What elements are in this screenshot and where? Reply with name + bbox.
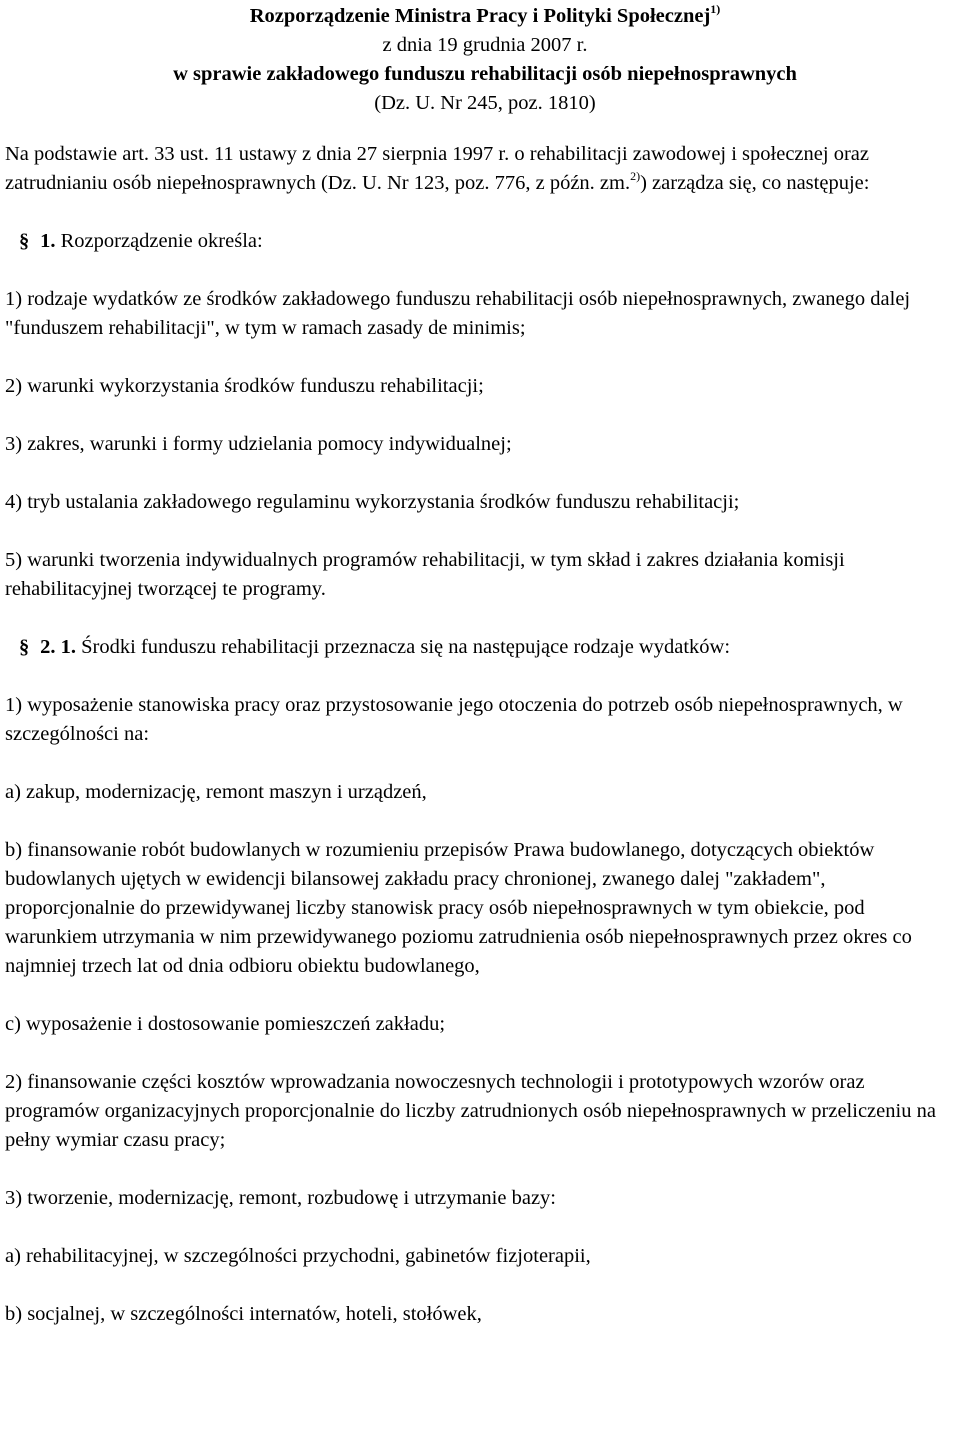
document: [5, 2, 945, 1329]
section-symbol: §: [19, 636, 30, 658]
preamble-footnote-marker: 2): [630, 169, 641, 183]
section-1-heading: [5, 227, 945, 256]
section-2-item: b) socjalnej, w szczególności internatów, hoteli, stołówek,: [5, 1303, 482, 1325]
section-1-item: 5) warunki tworzenia indywidualnych programów rehabilitacji, w tym skład i zakres działania komisji rehabilitacyjnej tworzącej te programy.: [5, 549, 845, 600]
section-2-item: a) rehabilitacyjnej, w szczególności przychodni, gabinetów fizjoterapii,: [5, 1245, 591, 1267]
section-2-heading: [5, 633, 945, 662]
regulation-source: (Dz. U. Nr 245, poz. 1810): [374, 92, 596, 114]
section-2-item: a) zakup, modernizację, remont maszyn i urządzeń,: [5, 781, 427, 803]
section-number: 1.: [40, 230, 56, 252]
document-header: [5, 2, 945, 118]
section-1-item: 4) tryb ustalania zakładowego regulaminu wykorzystania środków funduszu rehabilitacji;: [5, 491, 740, 513]
section-number: 2. 1.: [40, 636, 76, 658]
section-1-item: 2) warunki wykorzystania środków funduszu rehabilitacji;: [5, 375, 484, 397]
section-2-item: 1) wyposażenie stanowiska pracy oraz przystosowanie jego otoczenia do potrzeb osób niepełnosprawnych, w szczególności na:: [5, 694, 903, 745]
section-intro: Środki funduszu rehabilitacji przeznacza się na następujące rodzaje wydatków:: [81, 636, 731, 658]
section-1-item: 3) zakres, warunki i formy udzielania pomocy indywidualnej;: [5, 433, 512, 455]
title-footnote-marker: 1): [710, 2, 721, 16]
section-2-item: c) wyposażenie i dostosowanie pomieszczeń zakładu;: [5, 1013, 446, 1035]
section-2-item: 2) finansowanie części kosztów wprowadzania nowoczesnych technologii i prototypowych wzorów oraz programów organizacyjnych proporcjonalnie do liczby zatrudnionych osób niepełnosprawnych w przeliczeniu na pełny wymiar czasu pracy;: [5, 1071, 936, 1151]
section-2-item: 3) tworzenie, modernizację, remont, rozbudowę i utrzymanie bazy:: [5, 1187, 556, 1209]
section-symbol: §: [19, 230, 30, 252]
regulation-subject: w sprawie zakładowego funduszu rehabilitacji osób niepełnosprawnych: [173, 63, 797, 85]
section-intro: Rozporządzenie określa:: [60, 230, 263, 252]
regulation-title: Rozporządzenie Ministra Pracy i Polityki Społecznej$^{1)}$: [249, 2, 721, 27]
regulation-date: z dnia 19 grudnia 2007 r.: [382, 34, 588, 56]
section-1-item: 1) rodzaje wydatków ze środków zakładowego funduszu rehabilitacji osób niepełnosprawnych, zwanego dalej "funduszem rehabilitacji", w tym w ramach zasady de minimis;: [5, 288, 911, 339]
section-2-item: b) finansowanie robót budowlanych w rozumieniu przepisów Prawa budowlanego, dotyczących obiektów budowlanych ujętych w ewidencji bilansowej zakładu pracy chronionej, zwanego dalej "zakładem", proporcjonalnie do przewidywanej liczby stanowisk pracy osób niepełnosprawnych w tym obiekcie, pod warunkiem utrzymania w nim przewidywanego poziomu zatrudnienia osób niepełnosprawnych przez okres co najmniej trzech lat od dnia odbioru obiektu budowlanego,: [5, 839, 912, 977]
preamble: Na podstawie art. 33 ust. 11 ustawy z dnia 27 sierpnia 1997 r. o rehabilitacji zawodowej i społecznej oraz zatrudnianiu osób niepełnosprawnych (Dz. U. Nr 123, poz. 776, z późn. zm.$^{2)}$) zarządza się, co następuje:: [5, 143, 870, 194]
